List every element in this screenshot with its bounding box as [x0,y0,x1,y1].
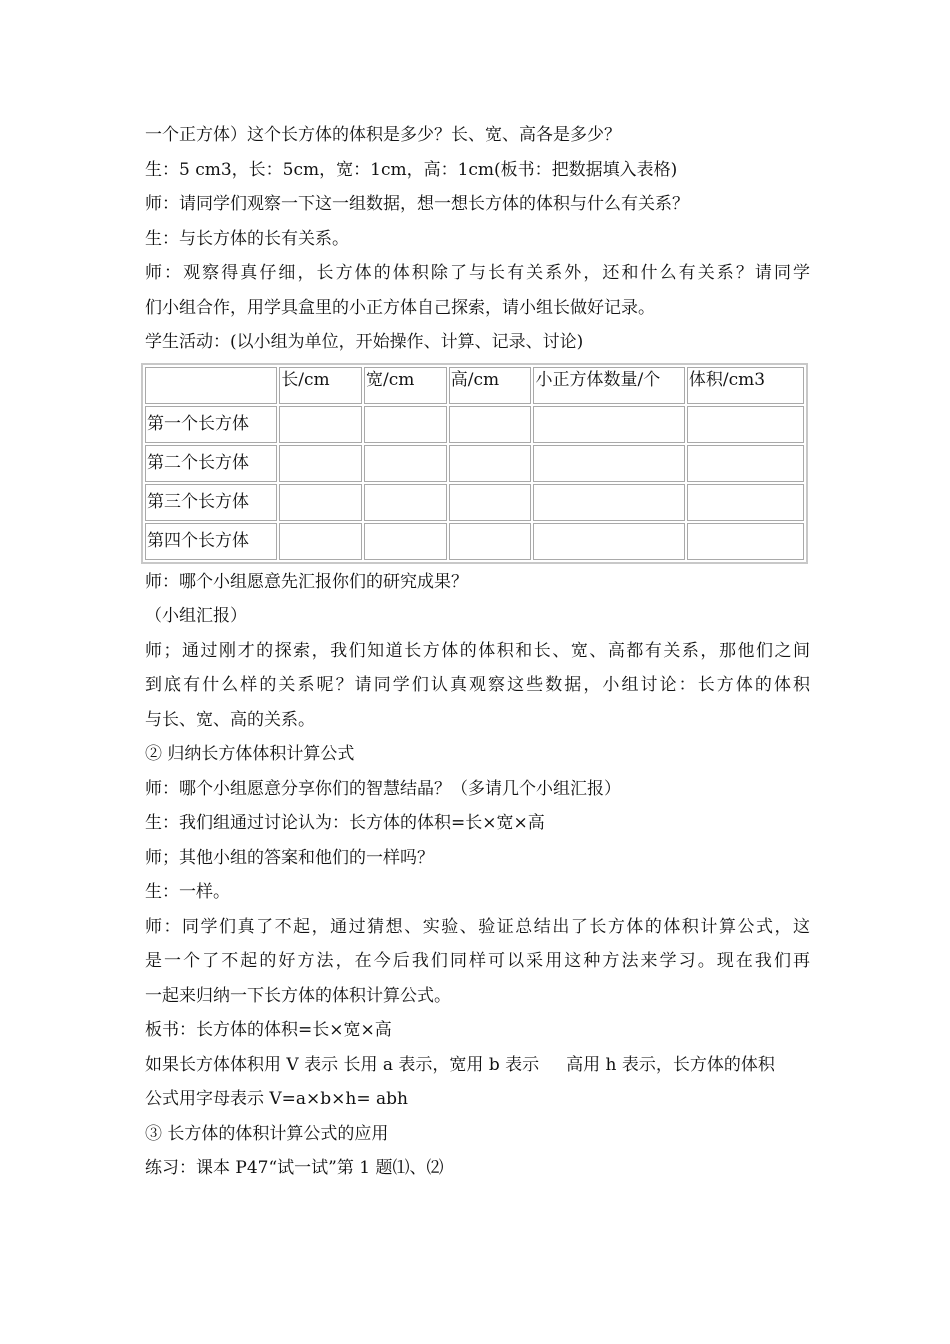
table-cell [687,484,804,521]
table-cell [533,445,684,482]
table-header-cell: 体积/cm3 [687,367,804,404]
paragraph-21: 如果长方体体积用 V 表示 长用 a 表示，宽用 b 表示 高用 h 表示，长方体的体积 [145,1054,775,1075]
paragraph-8: 师：哪个小组愿意先汇报你们的研究成果？ [145,571,468,592]
paragraph-16: 生：一样。 [145,882,230,902]
table-cell [533,406,684,443]
table-header-cell: 高/cm [449,367,532,404]
table-row-label: 第一个长方体 [145,406,277,443]
paragraph-7: 学生活动：(以小组为单位，开始操作、计算、记录、讨论) [145,332,584,352]
table-cell [533,484,684,521]
table-cell [279,406,362,443]
paragraph-1: 一个正方体）这个长方体的体积是多少？长、宽、高各是多少？ [145,125,621,145]
table-cell [449,484,532,521]
table-row [145,484,804,521]
paragraph-10: 师；通过刚才的探索，我们知道长方体的体积和长、宽、高都有关系，那他们之间 [145,640,810,661]
table-cell [687,523,804,560]
document-page [145,118,810,1186]
paragraph-17: 师：同学们真了不起，通过猜想、实验、验证总结出了长方体的体积计算公式，这 [145,916,810,937]
table-header-cell: 长/cm [279,367,362,404]
paragraph-13: 师：哪个小组愿意分享你们的智慧结晶？（多请几个小组汇报） [145,778,621,799]
paragraph-22: 公式用字母表示 V=a×b×h= abh [145,1089,408,1109]
section-heading-2: ② 归纳长方体体积计算公式 [145,744,355,764]
table-header-cell [145,367,277,404]
table-header-row [145,367,804,404]
table-cell [687,406,804,443]
table-cell [364,484,447,521]
table-cell [687,445,804,482]
paragraph-23: 练习：课本 P47“试一试”第 1 题⑴、⑵ [145,1158,444,1178]
paragraph-18: 是一个了不起的好方法，在今后我们同样可以采用这种方法来学习。现在我们再 [145,951,810,971]
paragraph-2: 生：5 cm3，长：5cm，宽：1cm，高：1cm(板书：把数据填入表格) [145,159,678,180]
table-cell [279,484,362,521]
table-cell [364,445,447,482]
table-cell [449,523,532,560]
table-cell [279,445,362,482]
table-cell [364,406,447,443]
paragraph-14: 生：我们组通过讨论认为：长方体的体积=长×宽×高 [145,813,545,833]
table-row [145,406,804,443]
paragraph-3: 师：请同学们观察一下这一组数据，想一想长方体的体积与什么有关系？ [145,194,689,214]
paragraph-6: 们小组合作，用学具盒里的小正方体自己探索，请小组长做好记录。 [145,297,655,318]
table-cell [449,445,532,482]
paragraph-11: 到底有什么样的关系呢？请同学们认真观察这些数据，小组讨论：长方体的体积 [145,675,810,695]
table-row [145,445,804,482]
table-row-label: 第二个长方体 [145,445,277,482]
paragraph-20: 板书：长方体的体积=长×宽×高 [145,1020,392,1040]
table-cell [449,406,532,443]
table-cell [279,523,362,560]
paragraph-12: 与长、宽、高的关系。 [145,709,315,730]
table-row-label: 第四个长方体 [145,523,277,560]
paragraph-5: 师：观察得真仔细，长方体的体积除了与长有关系外，还和什么有关系？请同学 [145,263,810,283]
table-cell [364,523,447,560]
table-header-cell: 宽/cm [364,367,447,404]
paragraph-15: 师；其他小组的答案和他们的一样吗？ [145,847,434,868]
table-row [145,523,804,560]
section-heading-3: ③ 长方体的体积计算公式的应用 [145,1123,389,1144]
table-header-cell: 小正方体数量/个 [533,367,684,404]
paragraph-9: （小组汇报） [145,606,247,626]
record-table [141,363,808,564]
table-row-label: 第三个长方体 [145,484,277,521]
paragraph-19: 一起来归纳一下长方体的体积计算公式。 [145,985,451,1006]
paragraph-4: 生：与长方体的长有关系。 [145,228,349,249]
table-cell [533,523,684,560]
